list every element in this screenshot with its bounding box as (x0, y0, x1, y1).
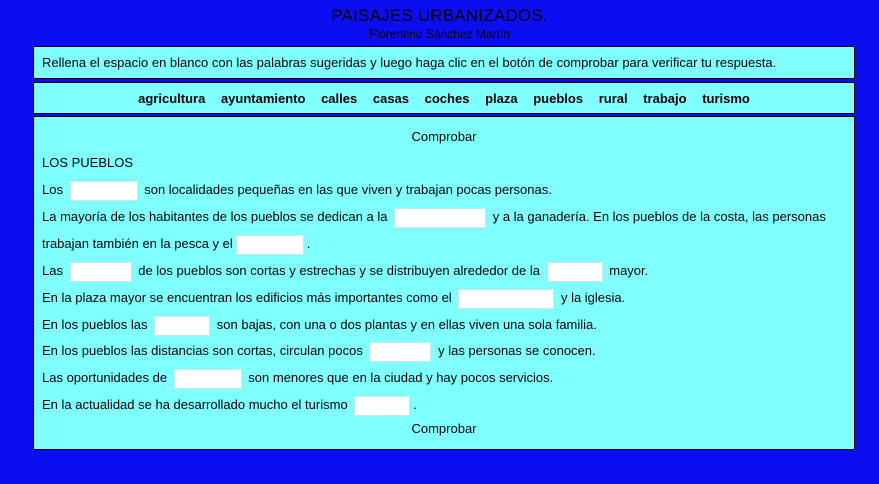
word-bank (33, 82, 855, 114)
sentence-text: son localidades pequeñas en las que viven y trabajan pocas personas. (144, 182, 552, 197)
sentence-text: En la actualidad se ha desarrollado mucho el turismo (42, 397, 348, 412)
sentence-text: En los pueblos las distancias son cortas, circulan pocos (42, 343, 363, 358)
exercise-panel (33, 116, 855, 450)
check-button-bottom[interactable]: Comprobar (411, 421, 477, 436)
sentence-text: mayor. (609, 263, 649, 278)
gap-input-6[interactable] (458, 289, 554, 309)
section-title: LOS PUEBLOS (42, 155, 134, 170)
sentence-text: son bajas, con una o dos plantas y en ellas viven una sola familia. (216, 317, 597, 332)
word-bank-item: turismo (702, 91, 750, 106)
sentence-8 (42, 364, 854, 391)
sentence-text: Los (42, 182, 63, 197)
check-button-top[interactable]: Comprobar (411, 129, 477, 144)
sentence-text: son menores que en la ciudad y hay pocos servicios. (248, 370, 554, 385)
word-bank-item: agricultura (138, 91, 206, 106)
sentence-text: y la iglesia. (560, 290, 626, 305)
sentence-9 (42, 391, 854, 418)
page-author: Florentino Sánchez Martín (369, 27, 510, 41)
sentence-text: y las personas se conocen. (438, 343, 596, 358)
sentence-5 (42, 284, 854, 311)
word-bank-item: trabajo (643, 91, 687, 106)
sentence-3 (42, 230, 854, 257)
page-title: PAISAJES URBANIZADOS. (331, 6, 548, 25)
word-bank-item: plaza (485, 91, 518, 106)
sentence-2 (42, 203, 854, 230)
gap-input-7[interactable] (154, 316, 210, 336)
sentence-text: Las oportunidades de (42, 370, 168, 385)
sentence-text: trabajan también en la pesca y el (42, 236, 233, 251)
sentence-1 (42, 176, 854, 203)
sentence-text: En los pueblos las (42, 317, 148, 332)
sentence-text: . (306, 236, 311, 251)
sentence-text: En la plaza mayor se encuentran los edificios más importantes como el (42, 290, 452, 305)
gap-input-1[interactable] (70, 181, 138, 201)
gap-input-10[interactable] (354, 396, 410, 416)
gap-input-9[interactable] (174, 369, 242, 389)
sentence-text: Las (42, 263, 63, 278)
instructions-panel (33, 46, 855, 79)
word-bank-item: rural (598, 91, 628, 106)
sentence-text: de los pueblos son cortas y estrechas y se distribuyen alrededor de la (138, 263, 540, 278)
page-header (0, 0, 879, 46)
word-bank-item: casas (372, 91, 410, 106)
gap-input-2[interactable] (394, 208, 486, 228)
sentence-text: . (413, 397, 417, 412)
sentence-4 (42, 257, 854, 284)
sentence-6 (42, 311, 854, 338)
sentence-text: y a la ganadería. En los pueblos de la costa, las personas (492, 209, 826, 224)
gap-input-4[interactable] (70, 262, 132, 282)
sentence-text: La mayoría de los habitantes de los pueblos se dedican a la (42, 209, 388, 224)
gap-input-5[interactable] (547, 262, 603, 282)
word-bank-item: ayuntamiento (220, 91, 306, 106)
word-bank-item: coches (424, 91, 470, 106)
sentence-7 (42, 337, 854, 364)
gap-input-3[interactable] (236, 235, 304, 255)
word-bank-item: calles (321, 91, 358, 106)
gap-input-8[interactable] (369, 342, 431, 362)
word-bank-item: pueblos (533, 91, 584, 106)
instructions-text: Rellena el espacio en blanco con las palabras sugeridas y luego haga clic en el botón de comprobar para verificar tu respuesta. (42, 55, 777, 70)
